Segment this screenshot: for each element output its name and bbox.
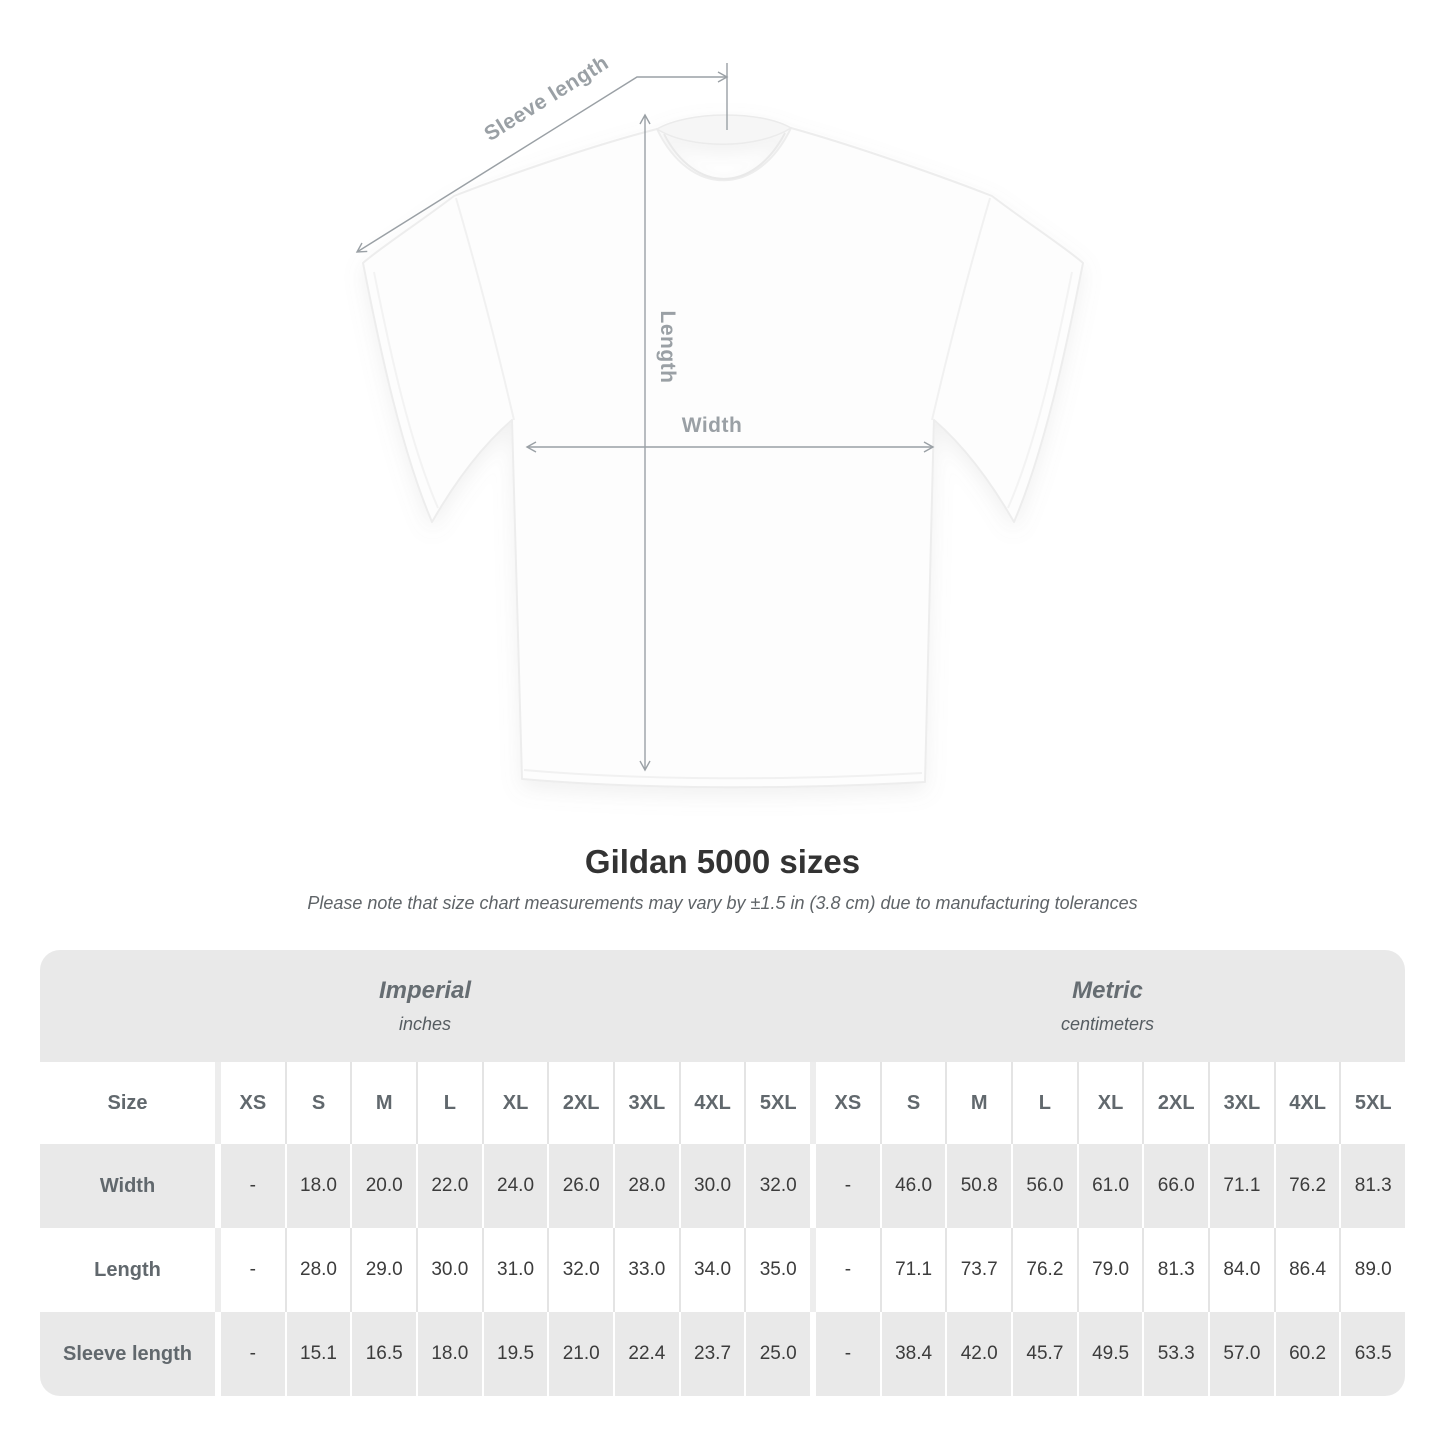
- metric-unit-label: centimeters: [1060, 1014, 1155, 1034]
- size-col-header: 5XL: [1339, 1062, 1405, 1144]
- size-table: [40, 950, 1405, 1396]
- value-cell: 63.5: [1339, 1312, 1405, 1396]
- size-col-header: 2XL: [547, 1062, 613, 1144]
- size-col-header: M: [350, 1062, 416, 1144]
- value-cell: 66.0: [1142, 1144, 1208, 1228]
- tshirt-illustration: [363, 115, 1083, 787]
- value-cell: 32.0: [547, 1228, 613, 1312]
- tolerance-note: Please note that size chart measurements may vary by ±1.5 in (3.8 cm) due to manufacturing tolerances: [307, 893, 1138, 913]
- size-col-header: 5XL: [744, 1062, 810, 1144]
- value-cell: -: [810, 1228, 880, 1312]
- value-cell: 61.0: [1077, 1144, 1143, 1228]
- value-cell: 18.0: [285, 1144, 351, 1228]
- size-header-row: [40, 1062, 1405, 1144]
- value-cell: 81.3: [1142, 1228, 1208, 1312]
- size-col-header: XS: [810, 1062, 880, 1144]
- size-col-header: S: [285, 1062, 351, 1144]
- value-cell: 16.5: [350, 1312, 416, 1396]
- value-cell: 42.0: [945, 1312, 1011, 1396]
- size-col-header: XS: [215, 1062, 285, 1144]
- value-cell: 89.0: [1339, 1228, 1405, 1312]
- value-cell: 56.0: [1011, 1144, 1077, 1228]
- row-label: Length: [94, 1258, 161, 1281]
- value-cell: 35.0: [744, 1228, 810, 1312]
- value-cell: 20.0: [350, 1144, 416, 1228]
- table-row: [40, 1312, 1405, 1396]
- metric-label: Metric: [1072, 977, 1143, 1004]
- value-cell: 57.0: [1208, 1312, 1274, 1396]
- unit-header-band: [40, 950, 1405, 1062]
- value-cell: 19.5: [482, 1312, 548, 1396]
- value-cell: 46.0: [880, 1144, 946, 1228]
- page-title: Gildan 5000 sizes: [584, 843, 861, 880]
- value-cell: 33.0: [613, 1228, 679, 1312]
- value-cell: -: [810, 1312, 880, 1396]
- value-cell: 86.4: [1274, 1228, 1340, 1312]
- table-row: [40, 1228, 1405, 1312]
- unit-header-metric: [810, 950, 1405, 1062]
- value-cell: 26.0: [547, 1144, 613, 1228]
- value-cell: 32.0: [744, 1144, 810, 1228]
- value-cell: 29.0: [350, 1228, 416, 1312]
- value-cell: 15.1: [285, 1312, 351, 1396]
- size-col-header: 4XL: [1274, 1062, 1340, 1144]
- value-cell: 71.1: [1208, 1144, 1274, 1228]
- value-cell: 24.0: [482, 1144, 548, 1228]
- size-col-header: M: [945, 1062, 1011, 1144]
- value-cell: -: [215, 1312, 285, 1396]
- value-cell: -: [810, 1144, 880, 1228]
- value-cell: 22.4: [613, 1312, 679, 1396]
- width-label: Width: [681, 414, 743, 437]
- value-cell: 28.0: [285, 1228, 351, 1312]
- imperial-unit-label: inches: [398, 1014, 452, 1034]
- value-cell: 30.0: [416, 1228, 482, 1312]
- value-cell: 60.2: [1274, 1312, 1340, 1396]
- tshirt-body: [363, 128, 1083, 787]
- value-cell: 31.0: [482, 1228, 548, 1312]
- size-col-header: L: [1011, 1062, 1077, 1144]
- imperial-label: Imperial: [378, 977, 472, 1004]
- table-row: [40, 1144, 1405, 1228]
- tshirt-back-collar: [657, 115, 791, 144]
- value-cell: 76.2: [1011, 1228, 1077, 1312]
- value-cell: 34.0: [679, 1228, 745, 1312]
- value-cell: -: [215, 1144, 285, 1228]
- size-col-header: 3XL: [1208, 1062, 1274, 1144]
- value-cell: 71.1: [880, 1228, 946, 1312]
- sleeve-length-label: Sleeve length: [480, 51, 613, 146]
- size-col-header: XL: [482, 1062, 548, 1144]
- value-cell: 21.0: [547, 1312, 613, 1396]
- value-cell: 84.0: [1208, 1228, 1274, 1312]
- value-cell: 53.3: [1142, 1312, 1208, 1396]
- value-cell: -: [215, 1228, 285, 1312]
- size-col-header: 3XL: [613, 1062, 679, 1144]
- value-cell: 45.7: [1011, 1312, 1077, 1396]
- size-col-header: L: [416, 1062, 482, 1144]
- value-cell: 49.5: [1077, 1312, 1143, 1396]
- value-cell: 81.3: [1339, 1144, 1405, 1228]
- value-cell: 23.7: [679, 1312, 745, 1396]
- value-cell: 28.0: [613, 1144, 679, 1228]
- value-cell: 30.0: [679, 1144, 745, 1228]
- size-col-header: 2XL: [1142, 1062, 1208, 1144]
- size-col-header: S: [880, 1062, 946, 1144]
- size-col-header: XL: [1077, 1062, 1143, 1144]
- value-cell: 76.2: [1274, 1144, 1340, 1228]
- size-col-header: 4XL: [679, 1062, 745, 1144]
- value-cell: 79.0: [1077, 1228, 1143, 1312]
- length-label: Length: [656, 310, 679, 384]
- size-table-rows: [40, 1062, 1405, 1396]
- value-cell: 22.0: [416, 1144, 482, 1228]
- value-cell: 25.0: [744, 1312, 810, 1396]
- value-cell: 38.4: [880, 1312, 946, 1396]
- size-corner-header: Size: [107, 1091, 148, 1114]
- row-label: Sleeve length: [63, 1342, 192, 1365]
- title-block: [0, 843, 1445, 914]
- value-cell: 73.7: [945, 1228, 1011, 1312]
- value-cell: 50.8: [945, 1144, 1011, 1228]
- unit-header-imperial: [40, 950, 810, 1062]
- value-cell: 18.0: [416, 1312, 482, 1396]
- row-label: Width: [99, 1174, 156, 1197]
